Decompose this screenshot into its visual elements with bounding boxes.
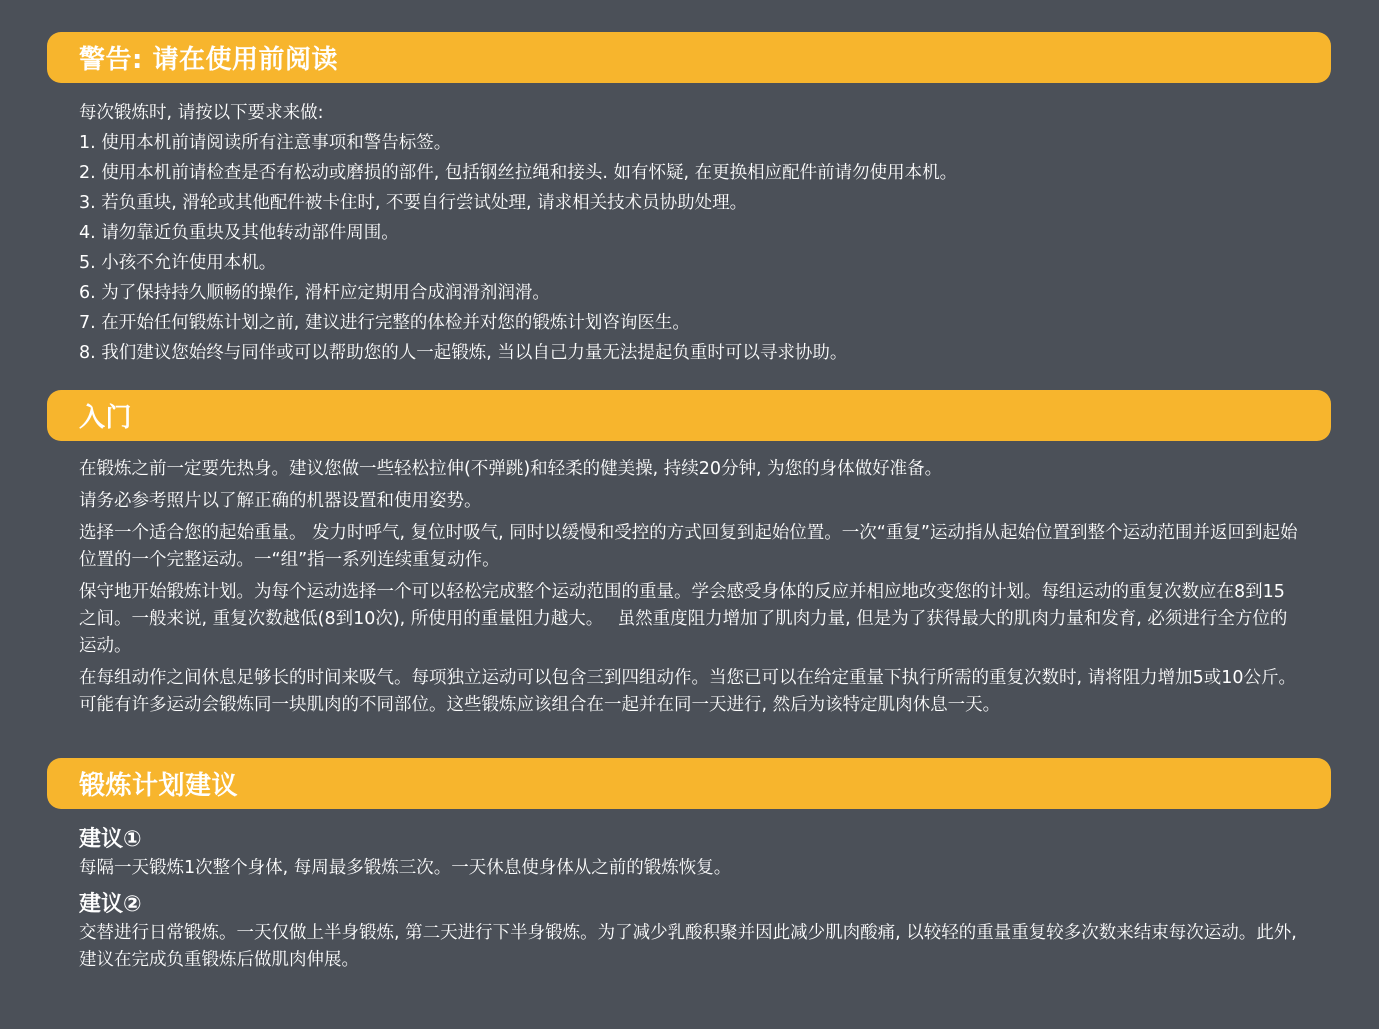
warning-item: 1. 使用本机前请阅读所有注意事项和警告标签。 xyxy=(79,133,452,153)
warning-item: 7. 在开始任何锻炼计划之前, 建议进行完整的体检并对您的锻炼计划咨询医生。 xyxy=(79,313,690,333)
plan-content xyxy=(79,825,1299,979)
getting-started-content xyxy=(79,456,1299,724)
plan-header-bar xyxy=(47,758,1331,809)
warning-item: 8. 我们建议您始终与同伴或可以帮助您的人一起锻炼, 当以自己力量无法提起负重时可以寻求协助。 xyxy=(79,343,848,363)
warning-header-bar xyxy=(47,32,1331,83)
suggestion-heading: 建议② xyxy=(79,892,142,917)
warning-item: 2. 使用本机前请检查是否有松动或磨损的部件, 包括钢丝拉绳和接头. 如有怀疑, 在更换相应配件前请勿使用本机。 xyxy=(79,163,958,183)
warning-item: 5. 小孩不允许使用本机。 xyxy=(79,253,277,273)
warning-title: 警告: 请在使用前阅读 xyxy=(79,45,338,75)
getting-started-paragraph: 请务必参考照片以了解正确的机器设置和使用姿势。 xyxy=(79,491,482,511)
plan-title: 锻炼计划建议 xyxy=(79,771,239,801)
warning-content xyxy=(79,98,1299,368)
getting-started-paragraph: 选择一个适合您的起始重量。 发力时呼气, 复位时吸气, 同时以缓慢和受控的方式回复到起始位置。一次“重复”运动指从起始位置到整个运动范围并返回到起始位置的一个完整运动。一“组”指一系列连续重复动作。 xyxy=(79,523,1298,570)
suggestion-text: 每隔一天锻炼1次整个身体, 每周最多锻炼三次。一天休息使身体从之前的锻炼恢复。 xyxy=(79,858,732,878)
suggestion-heading: 建议① xyxy=(79,827,142,852)
getting-started-paragraph: 在每组动作之间休息足够长的时间来吸气。每项独立运动可以包含三到四组动作。当您已可以在给定重量下执行所需的重复次数时, 请将阻力增加5或10公斤。可能有许多运动会锻炼同一块肌肉的不同部位。这些锻炼应该组合在一起并在同一天进行, 然后为该特定肌肉休息一天。 xyxy=(79,668,1297,715)
getting-started-title: 入门 xyxy=(79,403,133,433)
warning-intro: 每次锻炼时, 请按以下要求来做: xyxy=(79,103,324,123)
suggestion-text: 交替进行日常锻炼。一天仅做上半身锻炼, 第二天进行下半身锻炼。为了减少乳酸积聚并因此减少肌肉酸痛, 以较轻的重量重复较多次数来结束每次运动。此外, 建议在完成负重锻炼后做肌肉伸展。 xyxy=(79,923,1297,970)
getting-started-paragraph: 保守地开始锻炼计划。为每个运动选择一个可以轻松完成整个运动范围的重量。学会感受身体的反应并相应地改变您的计划。每组运动的重复次数应在8到15之间。一般来说, 重复次数越低(8到10次), 所使用的重量阻力越大。 虽然重度阻力增加了肌肉力量, 但是为了获得最大的肌肉力量和发育, 必须进行全方位的运动。 xyxy=(79,582,1288,656)
warning-item: 4. 请勿靠近负重块及其他转动部件周围。 xyxy=(79,223,399,243)
getting-started-header-bar xyxy=(47,390,1331,441)
warning-item: 6. 为了保持持久顺畅的操作, 滑杆应定期用合成润滑剂润滑。 xyxy=(79,283,550,303)
getting-started-paragraph: 在锻炼之前一定要先热身。建议您做一些轻松拉伸(不弹跳)和轻柔的健美操, 持续20分钟, 为您的身体做好准备。 xyxy=(79,459,943,479)
warning-item: 3. 若负重块, 滑轮或其他配件被卡住时, 不要自行尝试处理, 请求相关技术员协助处理。 xyxy=(79,193,748,213)
